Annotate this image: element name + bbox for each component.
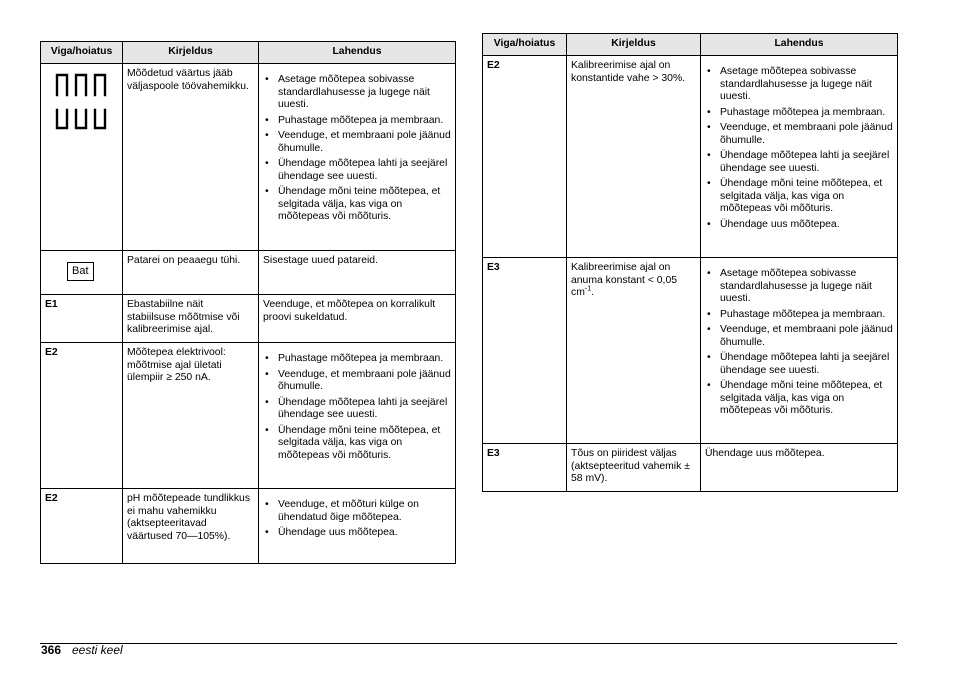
table-row [483, 258, 898, 444]
solution-item: • Veenduge, et mõõturi külge on ühendatud õige mõõtepea. [263, 499, 451, 524]
solution-item: • Veenduge, et membraani pole jäänud õhumulle. [705, 324, 893, 349]
lcd-over-range-icon [54, 71, 110, 97]
solution-item: • Ühendage mõõtepea lahti ja seejärel ühendage see uuesti. [705, 150, 893, 175]
error-code-cell: E2 [483, 56, 567, 258]
error-code-cell [41, 64, 123, 251]
description-cell: Patarei on peaaegu tühi. [123, 251, 259, 295]
error-code-cell [41, 251, 123, 295]
table-header-row [41, 42, 456, 64]
lcd-under-range-icon [54, 107, 110, 131]
table-row [41, 64, 456, 251]
solution-cell: Sisestage uued patareid. [259, 251, 456, 295]
error-code-cell: E3 [483, 258, 567, 444]
solution-cell: Veenduge, et mõõtepea on korralikult proovi sukeldatud. [259, 295, 456, 343]
table-row [483, 56, 898, 258]
solution-cell [259, 343, 456, 489]
description-text: Kalibreerimise ajal on anuma konstant < 0,05 cm [571, 262, 678, 298]
solution-item: • Asetage mõõtepea sobivasse standardlahusesse ja lugege näit uuesti. [705, 268, 893, 306]
solution-item: • Ühendage mõni teine mõõtepea, et selgitada välja, kas viga on mõõtepeas või mõõturis. [263, 186, 451, 224]
solution-item: • Ühendage uus mõõtepea. [263, 527, 451, 540]
table-row [41, 295, 456, 343]
description-end: . [591, 287, 594, 298]
solution-cell [701, 258, 898, 444]
solution-item: • Ühendage mõõtepea lahti ja seejärel ühendage see uuesti. [263, 158, 451, 183]
solution-item: • Ühendage mõni teine mõõtepea, et selgitada välja, kas viga on mõõtepeas või mõõturis. [705, 178, 893, 216]
footer-divider [40, 643, 897, 644]
description-cell [567, 258, 701, 444]
solution-list [263, 499, 451, 540]
solution-list [705, 66, 893, 231]
solution-item: • Asetage mõõtepea sobivasse standardlahusesse ja lugege näit uuesti. [263, 74, 451, 112]
solution-item: • Veenduge, et membraani pole jäänud õhumulle. [263, 130, 451, 155]
error-code-cell: E3 [483, 444, 567, 492]
solution-list [263, 74, 451, 224]
battery-indicator: Bat [67, 262, 94, 281]
solution-item: • Ühendage mõni teine mõõtepea, et selgitada välja, kas viga on mõõtepeas või mõõturis. [263, 425, 451, 463]
error-code-cell: E1 [41, 295, 123, 343]
header-error: Viga/hoiatus [483, 34, 567, 56]
table-row [41, 251, 456, 295]
table-row [41, 489, 456, 564]
solution-list [705, 268, 893, 418]
description-cell: pH mõõtepeade tundlikkus ei mahu vahemikku (aktsepteeritavad väärtused 70—105%). [123, 489, 259, 564]
exponent: -1 [584, 285, 592, 293]
solution-cell [259, 64, 456, 251]
solution-item: • Puhastage mõõtepea ja membraan. [263, 115, 451, 128]
description-cell: Tõus on piiridest väljas (aktsepteeritud vahemik ± 58 mV). [567, 444, 701, 492]
solution-item: • Puhastage mõõtepea ja membraan. [263, 353, 451, 366]
header-solution: Lahendus [259, 42, 456, 64]
header-solution: Lahendus [701, 34, 898, 56]
error-table-left [40, 41, 456, 564]
page-language: eesti keel [72, 643, 123, 657]
solution-list [263, 353, 451, 462]
table-row [41, 343, 456, 489]
table-header-row [483, 34, 898, 56]
solution-item: • Puhastage mõõtepea ja membraan. [705, 309, 893, 322]
table-row [483, 444, 898, 492]
error-table-right [482, 33, 898, 492]
solution-cell [259, 489, 456, 564]
page-number: 366 [41, 643, 62, 657]
solution-cell: Ühendage uus mõõtepea. [701, 444, 898, 492]
solution-item: • Asetage mõõtepea sobivasse standardlahusesse ja lugege näit uuesti. [705, 66, 893, 104]
solution-item: • Ühendage mõni teine mõõtepea, et selgitada välja, kas viga on mõõtepeas või mõõturis. [705, 380, 893, 418]
description-cell: Ebastabiilne näit stabiilsuse mõõtmise või kalibreerimise ajal. [123, 295, 259, 343]
description-cell: Mõõtepea elektrivool: mõõtmise ajal ületati ülempiir ≥ 250 nA. [123, 343, 259, 489]
solution-item: • Puhastage mõõtepea ja membraan. [705, 107, 893, 120]
solution-item: • Veenduge, et membraani pole jäänud õhumulle. [263, 369, 451, 394]
solution-item: • Veenduge, et membraani pole jäänud õhumulle. [705, 122, 893, 147]
solution-item: • Ühendage mõõtepea lahti ja seejärel ühendage see uuesti. [263, 397, 451, 422]
solution-item: • Ühendage uus mõõtepea. [705, 219, 893, 232]
solution-cell [701, 56, 898, 258]
header-error: Viga/hoiatus [41, 42, 123, 64]
description-cell: Mõõdetud väärtus jääb väljaspoole töövahemikku. [123, 64, 259, 251]
error-code-cell: E2 [41, 343, 123, 489]
header-description: Kirjeldus [123, 42, 259, 64]
error-code-cell: E2 [41, 489, 123, 564]
header-description: Kirjeldus [567, 34, 701, 56]
description-cell: Kalibreerimise ajal on konstantide vahe > 30%. [567, 56, 701, 258]
solution-item: • Ühendage mõõtepea lahti ja seejärel ühendage see uuesti. [705, 352, 893, 377]
